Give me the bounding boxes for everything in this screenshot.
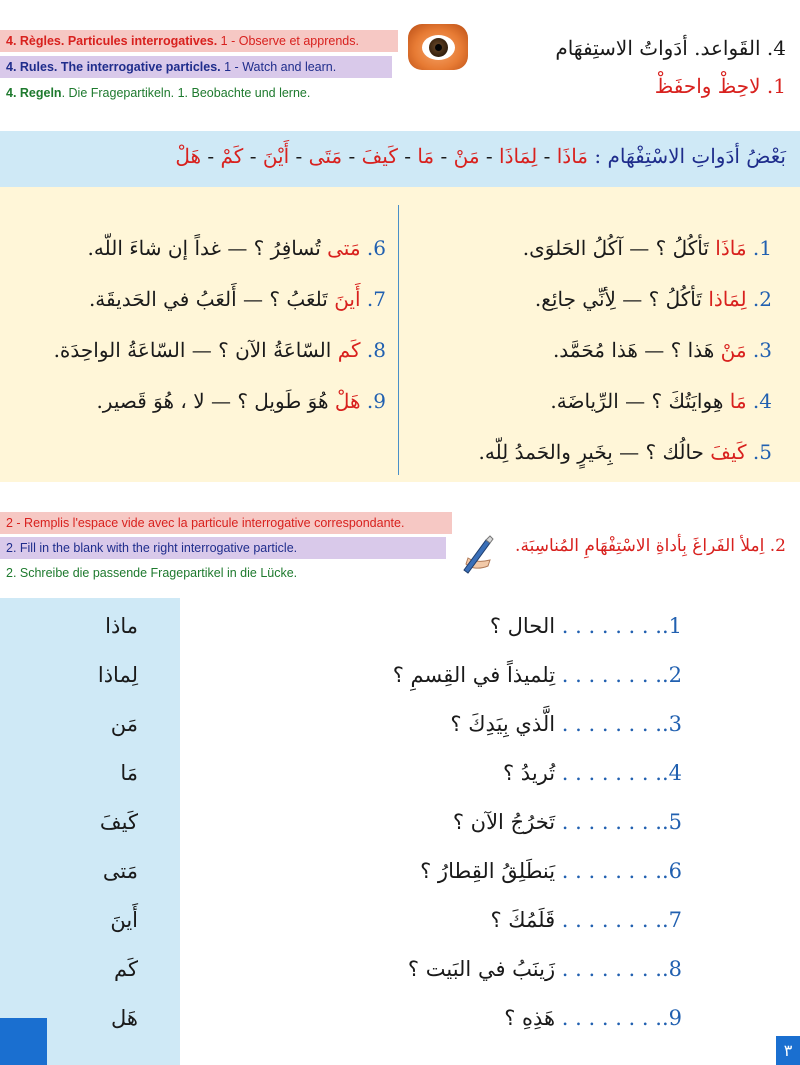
particle-item: مَا (417, 144, 435, 168)
header-english-rest: 1 - Watch and learn. (220, 60, 337, 74)
corner-color-block (0, 1018, 47, 1065)
example-particle: هَلْ (334, 389, 361, 413)
question-text: الحال ؟ (489, 614, 556, 638)
question-number: 6. (661, 859, 682, 883)
question-number: 3. (661, 712, 682, 736)
answer-blank: . . . . . . . . (561, 957, 662, 981)
particle-separator: - (289, 144, 309, 168)
question-text: تَخرُجُ الآن ؟ (452, 810, 556, 834)
example-sentence (54, 338, 386, 362)
particle-item: لِمَاذَا (499, 144, 538, 168)
exercise-french: 2 - Remplis l'espace vide avec la particule interrogative correspondante. (0, 512, 452, 534)
exercise-question (490, 614, 682, 638)
example-particle: لِمَاذا (708, 287, 747, 311)
exercise-question (503, 761, 682, 785)
question-number: 5. (661, 810, 682, 834)
page-number: ٣ (776, 1036, 800, 1065)
header-french-rest: 1 - Observe et apprends. (217, 34, 359, 48)
answer-option: مَتى (102, 859, 138, 883)
example-text: تَأكُلُ ؟ — آكُلُ الحَلوَى. (522, 236, 716, 260)
header-german (0, 82, 385, 104)
question-text: تِلميذاً في القِسمِ ؟ (392, 663, 556, 687)
exercise-question (504, 1006, 682, 1030)
example-text: تَلعَبُ ؟ — أَلعَبُ في الحَديقَة. (88, 287, 335, 311)
question-text: زَينَبُ في البَيت ؟ (407, 957, 556, 981)
particle-item: كَيفَ (361, 144, 398, 168)
particle-separator: - (342, 144, 362, 168)
answer-blank: . . . . . . . . (561, 908, 662, 932)
eye-icon (408, 24, 468, 70)
question-text: الَّذي بِيَدِكَ ؟ (450, 712, 556, 736)
example-number: 1. (752, 236, 772, 260)
example-number: 4. (752, 389, 772, 413)
exercise-question (450, 712, 682, 736)
example-number: 7. (366, 287, 386, 311)
question-text: هَذِهِ ؟ (504, 1006, 556, 1030)
particle-item: هَلْ (175, 144, 202, 168)
example-number: 9. (366, 389, 386, 413)
exercise-question (490, 908, 682, 932)
example-particle: مَاذَا (715, 236, 747, 260)
particle-separator: - (434, 144, 454, 168)
header-english (0, 56, 392, 78)
answer-blank: . . . . . . . . (561, 614, 662, 638)
example-particle: أَينَ (334, 287, 361, 311)
particle-separator: - (397, 144, 418, 168)
examples-panel (0, 187, 800, 482)
example-particle: مَنْ (720, 338, 747, 362)
exercise-question (420, 859, 682, 883)
arabic-section-subtitle: 1. لاحِظْ واحفَظْ (654, 74, 786, 98)
exercise-question (408, 957, 682, 981)
particle-item: كَمْ (220, 144, 244, 168)
example-text: السّاعَةُ الآن ؟ — السّاعَةُ الواحِدَة. (53, 338, 338, 362)
particle-separator: - (537, 144, 557, 168)
examples-divider (398, 205, 399, 475)
particle-separator: - (479, 144, 500, 168)
question-number: 8. (661, 957, 682, 981)
example-number: 8. (366, 338, 386, 362)
question-number: 1. (661, 614, 682, 638)
particles-lead: بَعْضُ أدَواتِ الاسْتِفْهَام : (588, 144, 786, 168)
example-text: تُسافِرُ ؟ — غداً إن شاءَ اللّه. (87, 236, 328, 260)
header-german-rest: . Die Fragepartikeln. 1. Beobachte und lerne. (61, 86, 311, 100)
particles-list (175, 144, 786, 168)
particle-item: مَاذَا (556, 144, 589, 168)
example-sentence (96, 389, 386, 413)
answer-option: كَيفَ (99, 810, 138, 834)
particle-item: أَيْنَ (262, 144, 290, 168)
exercise-question (453, 810, 682, 834)
header-french (0, 30, 398, 52)
exercise-options-panel (0, 598, 180, 1065)
example-number: 3. (752, 338, 772, 362)
example-sentence (478, 440, 772, 464)
example-particle: كَم (337, 338, 361, 362)
particle-separator: - (243, 144, 263, 168)
answer-option: لِماذا (97, 663, 138, 687)
particle-item: مَنْ (453, 144, 480, 168)
arabic-section-title: 4. القَواعد. أدَواتُ الاستِفهَام (555, 36, 786, 60)
example-particle: كَيفَ (710, 440, 747, 464)
exercise-english: 2. Fill in the blank with the right interrogative particle. (0, 537, 446, 559)
example-text: هُوَ طَويل ؟ — لا ، هُوَ قَصير. (96, 389, 335, 413)
pen-icon (460, 534, 496, 574)
answer-blank: . . . . . . . . (561, 1006, 662, 1030)
answer-option: كَم (114, 957, 138, 981)
example-sentence (550, 389, 772, 413)
answer-blank: . . . . . . . . (561, 761, 662, 785)
example-sentence (535, 287, 772, 311)
header-german-bold: 4. Regeln (6, 86, 62, 100)
question-text: تُريدُ ؟ (502, 761, 556, 785)
header-english-bold: 4. Rules. The interrogative particles. (6, 60, 221, 74)
question-text: قَلَمُكَ ؟ (490, 908, 556, 932)
exercise-question (393, 663, 682, 687)
example-text: هِوايَتُكَ ؟ — الرِّياضَة. (550, 389, 730, 413)
answer-blank: . . . . . . . . (561, 810, 662, 834)
example-sentence (89, 287, 386, 311)
answer-option: هَل (111, 1006, 138, 1030)
answer-option: ماذا (105, 614, 138, 638)
particle-item: مَتَى (308, 144, 343, 168)
answer-blank: . . . . . . . . (561, 663, 662, 687)
particles-items (175, 144, 588, 168)
example-sentence (553, 338, 772, 362)
question-number: 4. (661, 761, 682, 785)
question-number: 9. (661, 1006, 682, 1030)
answer-option: أَينَ (110, 908, 138, 932)
question-text: يَنطَلِقُ القِطارُ ؟ (420, 859, 556, 883)
example-number: 2. (752, 287, 772, 311)
answer-option: مَن (110, 712, 138, 736)
example-number: 5. (752, 440, 772, 464)
eye-pupil (435, 44, 442, 51)
example-sentence (523, 236, 772, 260)
question-number: 7. (661, 908, 682, 932)
answer-blank: . . . . . . . . (561, 712, 662, 736)
example-text: تَأكُلُ ؟ — لِأنِّي جائِع. (534, 287, 709, 311)
exercise-german: 2. Schreibe die passende Fragepartikel in die Lücke. (0, 562, 440, 584)
question-number: 2. (661, 663, 682, 687)
example-particle: مَتى (327, 236, 361, 260)
example-text: هَذا ؟ — هَذا مُحَمَّد. (552, 338, 721, 362)
example-number: 6. (366, 236, 386, 260)
particle-separator: - (201, 144, 221, 168)
answer-option: مَا (120, 761, 138, 785)
header-french-bold: 4. Règles. Particules interrogatives. (6, 34, 218, 48)
exercise-arabic-title: 2. اِملأ الفَراغَ بِأداةِ الاسْتِفْهَامِ المُناسِبَة. (515, 536, 786, 556)
example-text: حالُك ؟ — بِخَيرٍ والحَمدُ لِلّه. (478, 440, 711, 464)
example-sentence (88, 236, 386, 260)
example-particle: مَا (729, 389, 747, 413)
answer-blank: . . . . . . . . (561, 859, 662, 883)
